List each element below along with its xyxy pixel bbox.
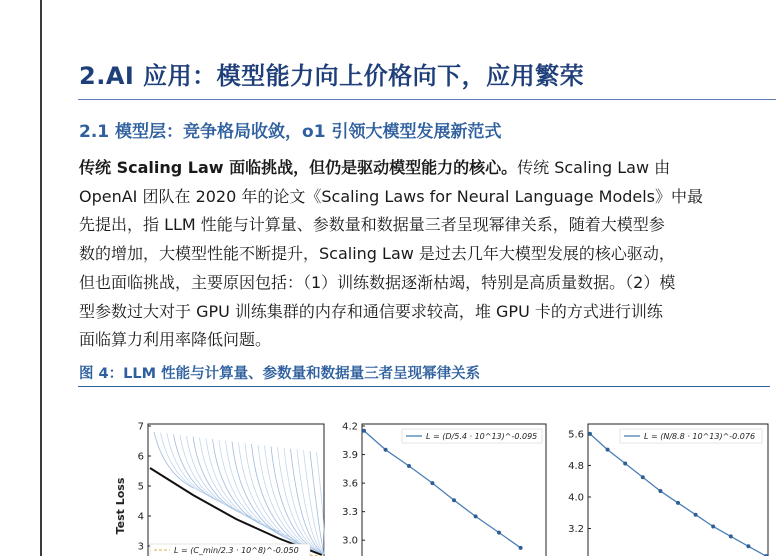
heading-divider (78, 99, 776, 100)
y-tick-label: 4.2 (342, 421, 358, 433)
section-heading: 2.AI 应用：模型能力向上价格向下，应用繁荣 (79, 62, 585, 90)
dataset-loss-chart (336, 418, 550, 556)
y-tick-label: 3.0 (342, 535, 358, 547)
legend-label: L = (N/8.8 · 10^13)^-0.076 (644, 432, 756, 441)
chart-frame (362, 424, 546, 556)
chart-ylabel: Test Loss (114, 477, 127, 535)
data-point (746, 544, 750, 548)
chart-frame (588, 424, 768, 556)
paragraph-line-5: 但也面临挑战，主要原因包括：（1）训练数据逐渐枯竭，特别是高质量数据。（2）模 (79, 272, 676, 292)
y-tick-label: 6 (137, 451, 144, 463)
paragraph-line-2: OpenAI 团队在 2020 年的论文《Scaling Laws for Neural Language Models》中最 (79, 186, 704, 206)
legend-label: L = (C_min/2.3 · 10^8)^-0.050 (174, 546, 299, 555)
y-tick-label: 7 (137, 421, 144, 433)
y-tick-label: 4.8 (568, 460, 584, 472)
chart-legend (150, 544, 310, 556)
data-point (676, 501, 680, 505)
paragraph-lead: 传统 Scaling Law 面临挑战，但仍是驱动模型能力的核心。 (79, 158, 518, 177)
parameters-loss-chart (560, 418, 770, 556)
fit-line (364, 431, 521, 548)
data-point (658, 489, 662, 493)
training-curve (291, 449, 325, 554)
y-tick-label: 3.3 (342, 507, 358, 519)
y-tick-label: 3 (137, 541, 144, 553)
y-tick-label: 3.6 (342, 478, 358, 490)
data-point (452, 498, 456, 502)
data-point (430, 481, 434, 485)
subsection-heading: 2.1 模型层：竞争格局收敛，o1 引领大模型发展新范式 (79, 122, 502, 142)
y-tick-label: 3.2 (568, 524, 584, 536)
training-curve (232, 442, 308, 546)
data-point (519, 546, 523, 550)
paragraph-line-1 (79, 154, 769, 183)
chart-frame (148, 424, 324, 556)
fit-line (590, 434, 766, 556)
chart-legend (402, 429, 542, 443)
body-paragraph (79, 154, 769, 355)
paragraph-line-7: 面临算力利用率降低问题。 (79, 330, 272, 350)
data-point (623, 461, 627, 465)
data-point (497, 531, 501, 535)
data-point (606, 448, 610, 452)
y-tick-label: 3.9 (342, 450, 358, 462)
paragraph-line-3: 先提出，指 LLM 性能与计算量、参数量和数据量三者呈现幂律关系，随着大模型参 (79, 215, 665, 235)
data-point (407, 464, 411, 468)
data-point (588, 432, 592, 436)
data-point (711, 525, 715, 529)
chart-legend (620, 429, 762, 443)
data-point (362, 429, 366, 433)
y-tick-label: 5 (137, 481, 144, 493)
data-point (384, 448, 388, 452)
figure-title: 图 4：LLM 性能与计算量、参数量和数据量三者呈现幂律关系 (79, 366, 481, 382)
data-point (474, 514, 478, 518)
y-tick-label: 4.0 (568, 492, 584, 504)
paragraph-line-4: 数的增加，大模型性能不断提升，Scaling Law 是过去几年大模型发展的核心驱动， (79, 244, 675, 264)
training-curve (206, 438, 270, 526)
margin-rule (40, 0, 42, 556)
legend-label: L = (D/5.4 · 10^13)^-0.095 (426, 432, 538, 441)
data-point (641, 475, 645, 479)
data-point (729, 534, 733, 538)
training-curve (180, 435, 232, 507)
figure-divider (78, 386, 770, 387)
compute-loss-chart (110, 418, 330, 556)
data-point (694, 513, 698, 517)
paragraph-line-1-rest: 传统 Scaling Law 由 (517, 158, 671, 177)
paragraph-line-6: 型参数过大对于 GPU 训练集群的内存和通信要求较高，堆 GPU 卡的方式进行训练 (79, 301, 663, 321)
y-tick-label: 4 (137, 511, 144, 523)
training-curve (226, 441, 299, 541)
y-tick-label: 5.6 (568, 429, 584, 441)
